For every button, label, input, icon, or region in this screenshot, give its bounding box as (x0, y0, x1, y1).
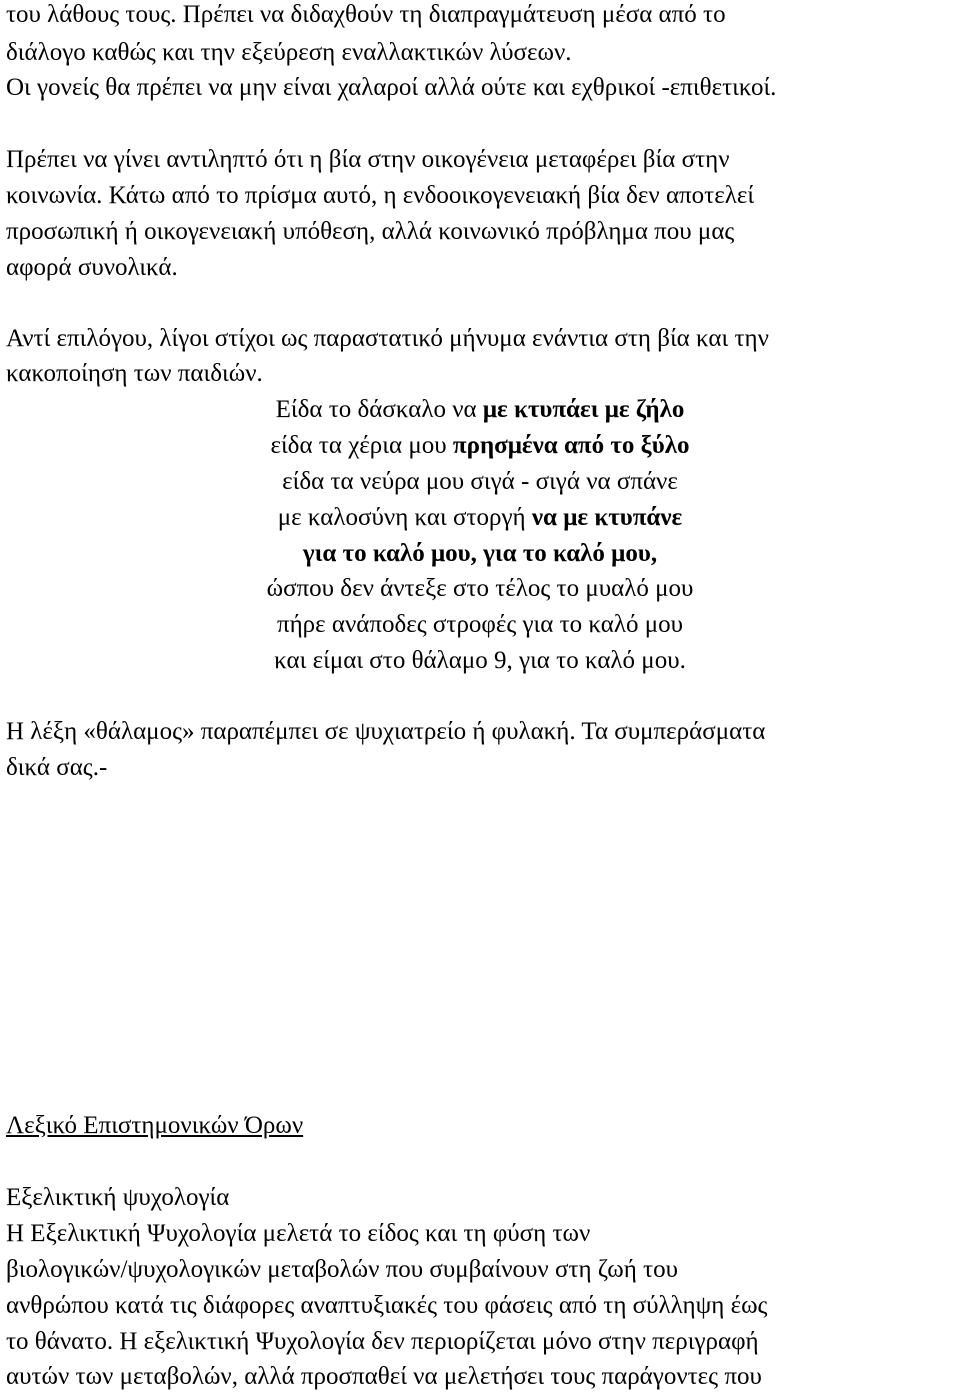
poem-line-8: και είμαι στο θάλαμο 9, για το καλό μου. (274, 647, 686, 674)
poem-line-4-regular: με καλοσύνη και στοργή (277, 504, 532, 531)
poem-line-5 (0, 539, 960, 569)
prose-line-8: Αντί επιλόγου, λίγοι στίχοι ως παραστατικό μήνυμα ενάντια στη βία και την (6, 325, 769, 352)
afterword-line-2: δικά σας.- (6, 754, 108, 781)
prose-line-4: Πρέπει να γίνει αντιληπτό ότι η βία στην οικογένεια μεταφέρει βία στην (6, 146, 730, 173)
poem-line-2-bold: πρησμένα από το ξύλο (452, 432, 690, 459)
glossary-term: Εξελικτική ψυχολογία (6, 1184, 230, 1211)
poem-line-5-bold: για το καλό μου, για το καλό μου, (302, 540, 658, 567)
poem-line-1-regular: Είδα το δάσκαλο να (275, 396, 483, 423)
poem-line-4-bold: να με κτυπάνε (531, 504, 683, 531)
glossary-definition-line-5: αυτών των μεταβολών, αλλά προσπαθεί να μελετήσει τους παράγοντες που (6, 1363, 762, 1390)
glossary-definition-line-4: το θάνατο. Η εξελικτική Ψυχολογία δεν περιορίζεται μόνο στην περιγραφή (6, 1328, 759, 1355)
glossary-definition-line-2: βιολογικών/ψυχολογικών μεταβολών που συμβαίνουν στη ζωή του (6, 1256, 678, 1283)
poem-line-7: πήρε ανάποδες στροφές για το καλό μου (276, 611, 684, 638)
poem-line-6: ώσπου δεν άντεξε στο τέλος το μυαλό μου (266, 575, 694, 602)
prose-line-7: αφορά συνολικά. (6, 254, 178, 281)
prose-line-6: προσωπική ή οικογενειακή υπόθεση, αλλά κοινωνικό πρόβλημα που μας (6, 218, 735, 245)
poem-line-3: είδα τα νεύρα μου σιγά - σιγά να σπάνε (282, 468, 678, 495)
glossary-definition-line-1: Η Εξελικτική Ψυχολογία μελετά το είδος και τη φύση των (6, 1220, 591, 1247)
prose-line-2: διάλογο καθώς και την εξεύρεση εναλλακτικών λύσεων. (6, 39, 572, 66)
poem-line-1 (0, 395, 960, 425)
prose-line-1: του λάθους τους. Πρέπει να διδαχθούν τη διαπραγμάτευση μέσα από το (6, 1, 726, 28)
prose-line-5: κοινωνία. Κάτω από το πρίσμα αυτό, η ενδοοικογενειακή βία δεν αποτελεί (6, 182, 755, 209)
poem-line-1-bold: με κτυπάει με ζήλο (482, 396, 685, 423)
poem-line-4 (0, 503, 960, 533)
poem-line-2-regular: είδα τα χέρια μου (270, 432, 453, 459)
glossary-title: Λεξικό Επιστημονικών Όρων (6, 1112, 304, 1139)
prose-line-9: κακοποίηση των παιδιών. (6, 360, 263, 387)
prose-line-3: Οι γονείς θα πρέπει να μην είναι χαλαροί αλλά ούτε και εχθρικοί -επιθετικοί. (6, 74, 777, 101)
afterword-line-1: Η λέξη «θάλαμος» παραπέμπει σε ψυχιατρείο ή φυλακή. Τα συμπεράσματα (6, 718, 766, 745)
poem-line-2 (0, 431, 960, 461)
glossary-definition-line-3: ανθρώπου κατά τις διάφορες αναπτυξιακές του φάσεις από τη σύλληψη έως (6, 1292, 768, 1319)
